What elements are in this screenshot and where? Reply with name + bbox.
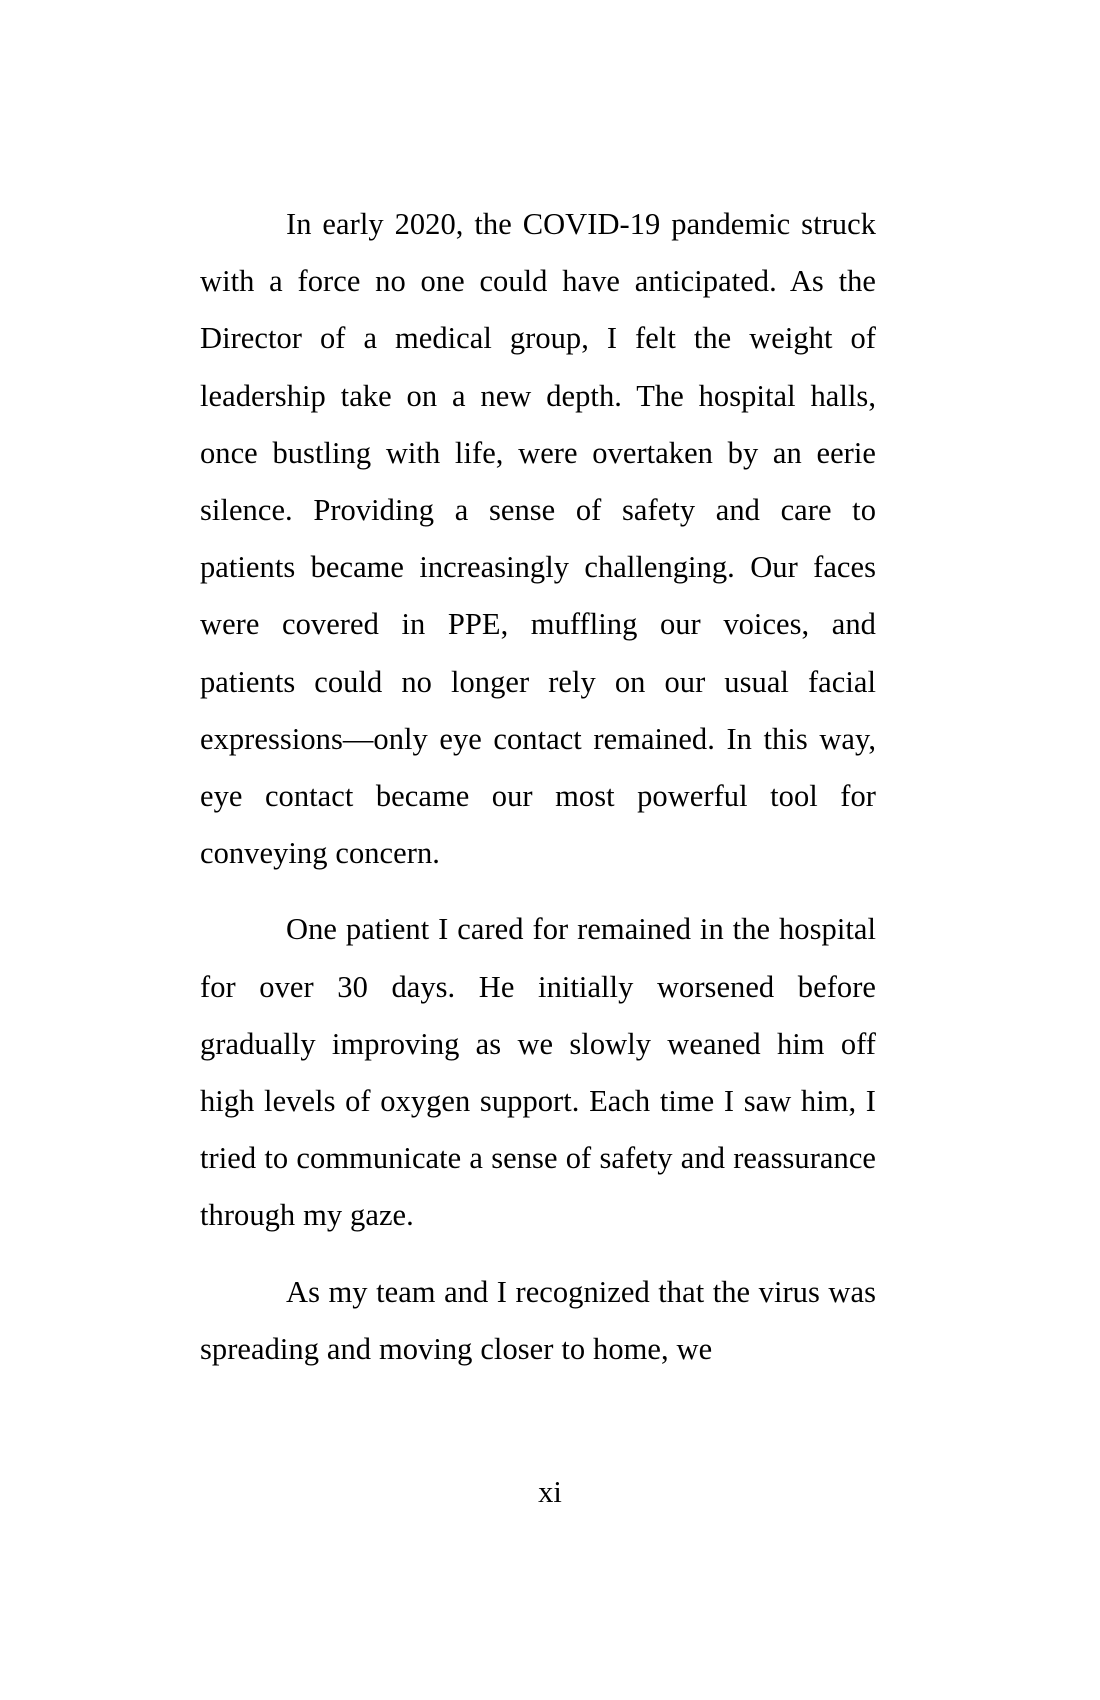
body-text-column — [200, 196, 876, 1378]
paragraph-3: As my team and I recognized that the virus was spreading and moving closer to home, we — [200, 1274, 876, 1366]
page-number: xi — [538, 1475, 562, 1509]
paragraph-1: In early 2020, the COVID-19 pandemic struck with a force no one could have anticipated. As the Director of a medical group, I felt the weight of leadership take on a new depth. The hospital halls, once bustling with life, were overtaken by an eerie silence. Providing a sense of safety and care to patients became increasingly challenging. Our faces were covered in PPE, muffling our voices, and patients could no longer rely on our usual facial expressions—only eye contact remained. In this way, eye contact became our most powerful tool for conveying concern. — [200, 207, 876, 871]
paragraph-2: One patient I cared for remained in the hospital for over 30 days. He initially worsened before gradually improving as we slowly weaned him off high levels of oxygen support. Each time I saw him, I tried to communicate a sense of safety and reassurance through my gaze. — [200, 912, 876, 1233]
